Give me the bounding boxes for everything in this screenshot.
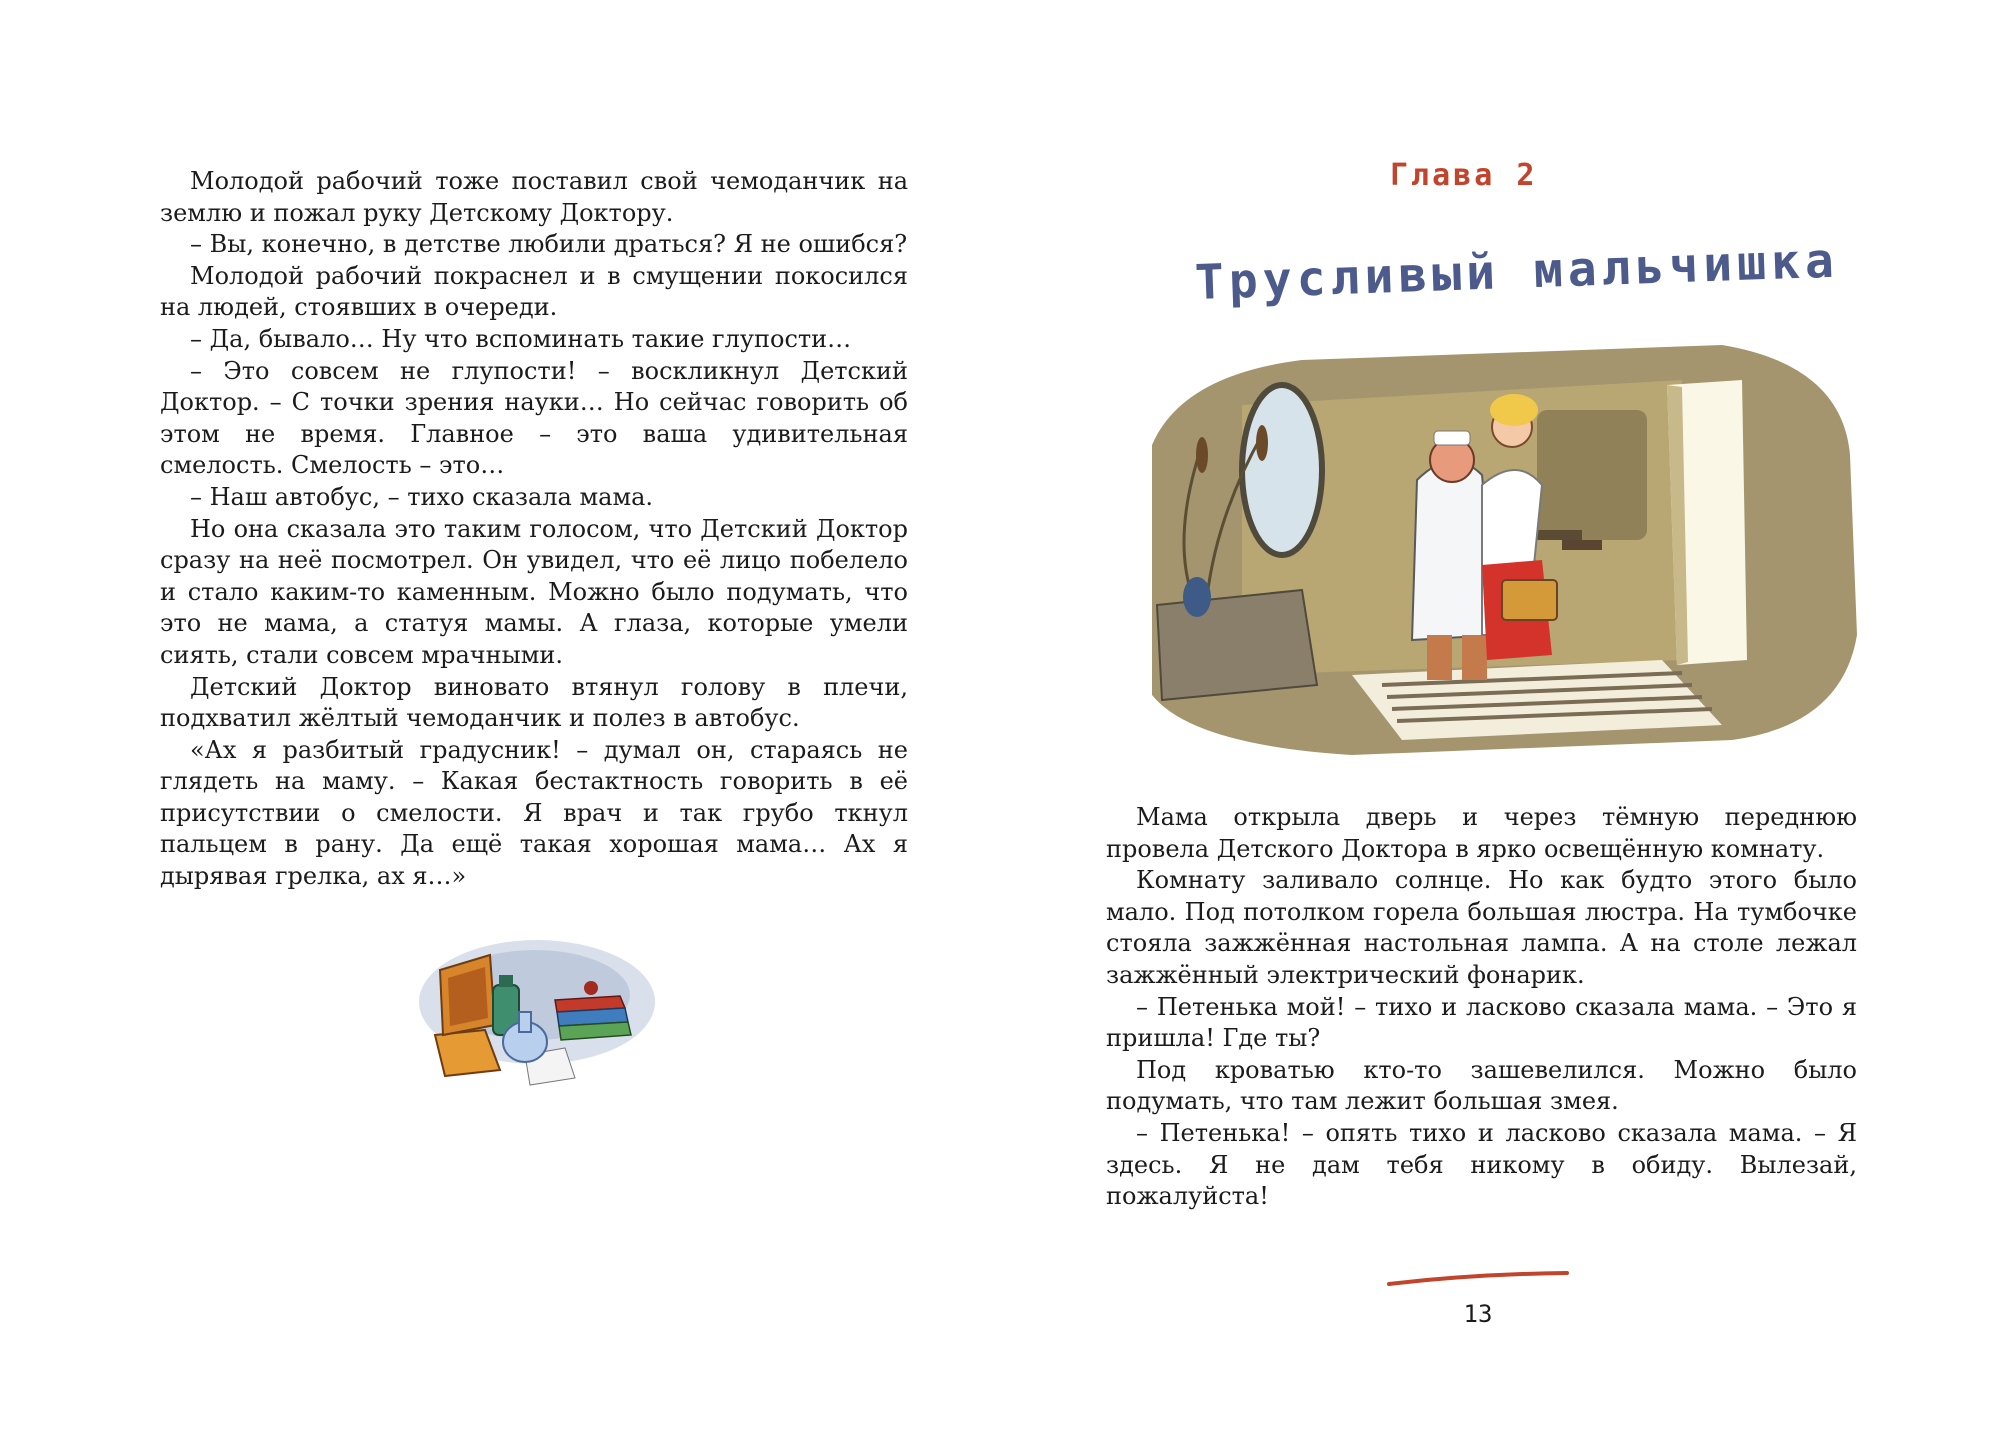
right-page xyxy=(1000,0,2000,1441)
paragraph: Молодой рабочий покраснел и в смущении покосился на людей, стоявших в очереди. xyxy=(160,261,908,322)
paragraph: Комнату заливало солнце. Но как будто этого было мало. Под потолком горела большая люстра. На тумбочке стояла зажжённая настольная лампа. А на столе лежал зажжённый электрический фонарик. xyxy=(1106,866,1857,989)
paragraph: – Наш автобус, – тихо сказала мама. xyxy=(190,482,654,511)
paragraph: – Петенька! – опять тихо и ласково сказала мама. – Я здесь. Я не дам тебя никому в обиду. Вылезай, пожалуйста! xyxy=(1106,1118,1857,1211)
paragraph: Детский Доктор виновато втянул голову в плечи, подхватил жёлтый чемоданчик и полез в автобус. xyxy=(160,672,908,733)
paragraph: – Это совсем не глупости! – воскликнул Детский Доктор. – С точки зрения науки… Но сейчас говорить об этом не время. Главное – это ваша удивительная смелость. Смелость – это… xyxy=(160,356,908,480)
left-page-text xyxy=(160,166,908,893)
chapter-label: Глава 2 xyxy=(1390,158,1538,193)
paragraph: – Петенька мой! – тихо и ласково сказала мама. – Это я пришла! Где ты? xyxy=(1106,992,1857,1053)
paragraph: «Ах я разбитый градусник! – думал он, стараясь не глядеть на маму. – Какая бестактность говорить в её присутствии о смелости. Я врач и так грубо ткнул пальцем в рану. Да ещё такая хорошая мама… Ах я дырявая грелка, ах я…» xyxy=(160,735,908,891)
paragraph: Но она сказала это таким голосом, что Детский Доктор сразу на неё посмотрел. Он увидел, что её лицо побелело и стало каким-то каменным. Можно было подумать, что это не мама, а статуя мамы. А глаза, которые умели сиять, стали совсем мрачными. xyxy=(160,514,908,669)
paragraph: – Да, бывало… Ну что вспоминать такие глупости… xyxy=(190,324,852,353)
suitcase-illustration xyxy=(415,930,660,1090)
paragraph: Мама открыла дверь и через тёмную переднюю провела Детского Доктора в ярко освещённую комнату. xyxy=(1106,803,1857,863)
paragraph: Молодой рабочий тоже поставил свой чемоданчик на землю и пожал руку Детскому Доктору. xyxy=(160,167,908,227)
page-number: 13 xyxy=(1463,1300,1493,1328)
hallway-illustration xyxy=(1122,335,1857,760)
chapter-title: Трусливый мальчишка xyxy=(1194,232,1840,311)
paragraph: Под кроватью кто-то зашевелился. Можно было подумать, что там лежит большая змея. xyxy=(1106,1055,1857,1116)
right-page-text xyxy=(1106,802,1857,1213)
page-number-stroke xyxy=(1385,1270,1570,1290)
paragraph: – Вы, конечно, в детстве любили драться? Я не ошибся? xyxy=(190,230,908,259)
